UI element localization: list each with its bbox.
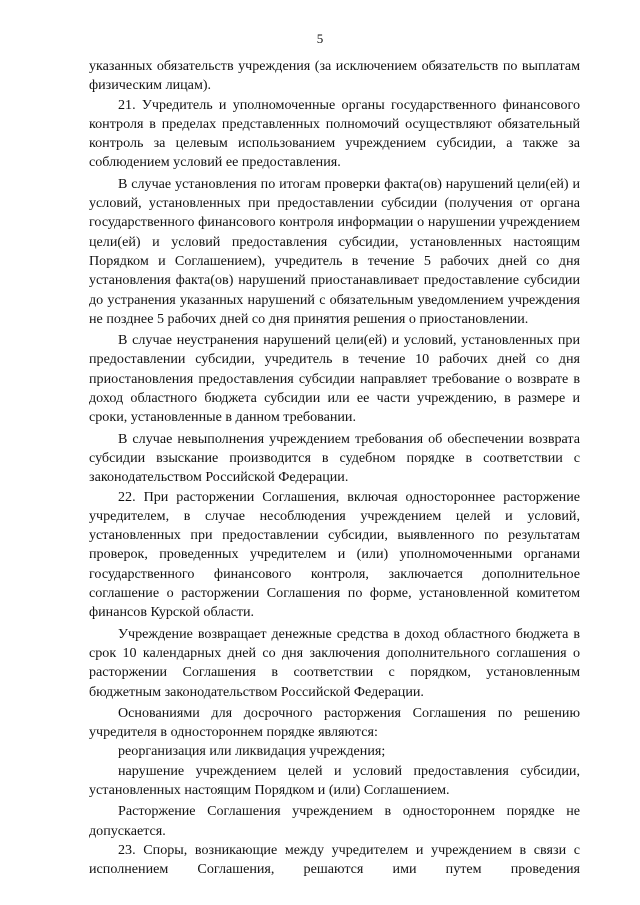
paragraph-clause-21: 21. Учредитель и уполномоченные органы государственного финансового контроля в пределах представленных полномочий осуществляют обязательный контроль за целевым использованием учреждением субсидии, а также за соблюдением условий ее предоставления. [89,96,580,171]
paragraph-obligations-continued: указанных обязательств учреждения (за исключением обязательств по выплатам физическим лицам). [89,58,580,94]
paragraph-court-recovery: В случае невыполнения учреждением требования об обеспечении возврата субсидии взыскание производится в судебном порядке в соответствии с законодательством Российской Федерации. [89,430,580,486]
document-body [89,57,580,879]
paragraph-clause-23: 23. Споры, возникающие между учредителем и учреждением в связи с исполнением Соглашения, решаются ими путем проведения [89,841,580,878]
paragraph-ground-violation: нарушение учреждением целей и условий предоставления субсидии, установленных настоящим Порядком и (или) Соглашением. [89,762,580,798]
paragraph-termination-grounds: Основаниями для досрочного расторжения Соглашения по решению учредителя в одностороннем порядке являются: [89,704,580,741]
paragraph-clause-22: 22. При расторжении Соглашения, включая одностороннее расторжение учредителем, в случае несоблюдения учреждением целей и условий, установленных при предоставлении субсидии, выявленного по результатам проверок, проведенных учредителем и (или) уполномоченными органами государственного финансового контроля, заключается дополнительное соглашение о расторжении Соглашения по форме, установленной комитетом финансов Курской области. [89,488,580,621]
paragraph-no-unilateral-termination: Расторжение Соглашения учреждением в одностороннем порядке не допускается. [89,803,580,839]
paragraph-return-demand: В случае неустранения нарушений цели(ей) и условий, установленных при предоставлении субсидии, учредитель в течение 10 рабочих дней со дня приостановления предоставления субсидии направляет требование о возврате в доход областного бюджета субсидии или ее части учреждению, в размере и сроки, установленные в данном требовании. [89,332,580,426]
paragraph-ground-reorganization: реорганизация или ликвидация учреждения; [118,743,386,760]
paragraph-funds-return: Учреждение возвращает денежные средства в доход областного бюджета в срок 10 календарных дней со дня заключения дополнительного соглашения о расторжении Соглашения в соответствии с порядком, установленным бюджетным законодательством Российской Федерации. [89,625,580,700]
page-number: 5 [316,31,324,46]
paragraph-violation-suspension: В случае установления по итогам проверки факта(ов) нарушений цели(ей) и условий, установленных при предоставлении субсидии (получения от органа государственного финансового контроля информации о нарушении учреждением цели(ей) и условий предоставления субсидии, установленных настоящим Порядком и Соглашением), учредитель в течение 5 рабочих дней со дня установления факта(ов) нарушений приостанавливает предоставление субсидии до устранения указанных нарушений с обязательным уведомлением учреждения не позднее 5 рабочих дней со дня принятия решения о приостановлении. [89,175,580,327]
